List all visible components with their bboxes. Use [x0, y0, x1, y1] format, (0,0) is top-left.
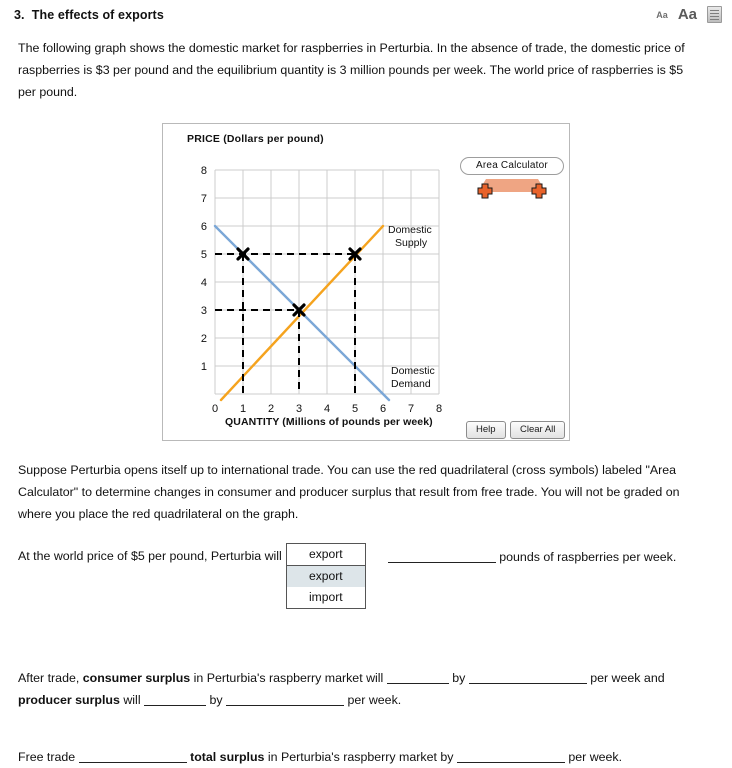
- q2-seg3: by: [452, 671, 466, 685]
- q3-seg2: in Perturbia's raspberry market by: [267, 750, 454, 764]
- svg-text:2: 2: [267, 403, 275, 415]
- svg-text:3: 3: [200, 305, 207, 317]
- q3-seg3: per week.: [568, 750, 623, 764]
- y-axis-title: PRICE (Dollars per pound): [187, 133, 324, 145]
- svg-text:1: 1: [239, 403, 247, 415]
- document-view-icon[interactable]: [707, 6, 722, 23]
- instructions-paragraph: Suppose Perturbia opens itself up to international trade. You can use the red quadrilateral (cross symbols) labeled "Area Calculator" to determine changes in consumer and producer surplus that result from free trade. You will not be graded on where you place the red quadrilateral on the graph.: [18, 463, 680, 521]
- svg-text:8: 8: [200, 165, 207, 177]
- select-current-value[interactable]: export: [287, 544, 365, 566]
- svg-text:5: 5: [200, 249, 207, 261]
- q2-seg6: by: [209, 693, 223, 707]
- svg-text:4: 4: [323, 403, 331, 415]
- q2-blank-4[interactable]: [226, 693, 344, 706]
- area-calculator-label[interactable]: Area Calculator: [460, 157, 564, 175]
- q2-seg2: in Perturbia's raspberry market will: [193, 671, 384, 685]
- grid-lines: [215, 170, 439, 394]
- svg-text:0: 0: [211, 403, 219, 415]
- q2-blank-3[interactable]: [144, 693, 206, 706]
- q2-seg5: will: [123, 693, 141, 707]
- svg-text:7: 7: [407, 403, 415, 415]
- q2-bold-consumer-surplus: consumer surplus: [82, 671, 191, 685]
- question-title-text: The effects of exports: [31, 8, 164, 22]
- question-header: [0, 0, 732, 30]
- intro-paragraph: The following graph shows the domestic market for raspberries in Perturbia. In the absence of trade, the domestic price of raspberries is $3 per pound and the equilibrium quantity is 3 million pounds per week. The world price of raspberries is $5 per pound.: [18, 41, 685, 99]
- clear-all-button[interactable]: Clear All: [510, 421, 565, 439]
- supply-label-line2: Supply: [395, 237, 428, 249]
- q1-after-select: [388, 545, 676, 568]
- q2-seg1: After trade,: [18, 671, 80, 685]
- q2-blank-2[interactable]: [469, 671, 587, 684]
- svg-text:2: 2: [200, 333, 207, 345]
- svg-text:7: 7: [200, 193, 207, 205]
- page-title: [14, 8, 732, 22]
- select-option-export[interactable]: export: [287, 566, 365, 587]
- y-tick-labels: [201, 165, 207, 373]
- q2-seg4: per week and: [590, 671, 665, 685]
- area-calculator-shape[interactable]: [460, 177, 564, 203]
- help-button[interactable]: Help: [466, 421, 506, 439]
- svg-text:6: 6: [200, 221, 207, 233]
- supply-label-line1: Domestic: [388, 224, 432, 236]
- q3-blank-2[interactable]: [457, 750, 565, 763]
- select-option-import[interactable]: import: [308, 590, 343, 604]
- x-tick-labels: [212, 403, 442, 415]
- q2-seg7: per week.: [347, 693, 402, 707]
- demand-label-line2: Demand: [391, 378, 431, 390]
- q1-tail-text: pounds of raspberries per week.: [499, 550, 677, 564]
- q3-seg1: Free trade: [18, 750, 76, 764]
- question-1-row: [0, 545, 732, 609]
- guide-lines: [215, 254, 355, 394]
- svg-text:4: 4: [200, 277, 207, 289]
- x-axis-title: QUANTITY (Millions of pounds per week): [225, 416, 433, 428]
- header-toolbar: [656, 6, 722, 23]
- q1-blank[interactable]: [388, 550, 496, 563]
- svg-text:8: 8: [435, 403, 443, 415]
- svg-text:1: 1: [200, 361, 207, 373]
- trade-direction-select[interactable]: [286, 543, 366, 609]
- graph-panel[interactable]: [162, 123, 570, 441]
- svg-text:6: 6: [379, 403, 387, 415]
- question-number: 3.: [14, 8, 25, 22]
- question-3-row: [0, 746, 732, 768]
- q2-bold-producer-surplus: producer surplus: [18, 693, 120, 707]
- decrease-font-size-icon[interactable]: Aa: [656, 9, 668, 20]
- area-quadrilateral[interactable]: [460, 177, 564, 203]
- svg-text:3: 3: [295, 403, 303, 415]
- svg-text:5: 5: [351, 403, 359, 415]
- q3-bold-total-surplus: total surplus: [190, 750, 265, 764]
- q3-blank-1[interactable]: [79, 750, 187, 763]
- area-calculator-tool[interactable]: [460, 157, 564, 203]
- q2-blank-1[interactable]: [387, 671, 449, 684]
- increase-font-size-icon[interactable]: Aa: [677, 6, 697, 23]
- question-2-row: [0, 667, 732, 711]
- q1-lead-text: At the world price of $5 per pound, Perturbia will: [18, 549, 282, 563]
- demand-label-line1: Domestic: [391, 365, 435, 377]
